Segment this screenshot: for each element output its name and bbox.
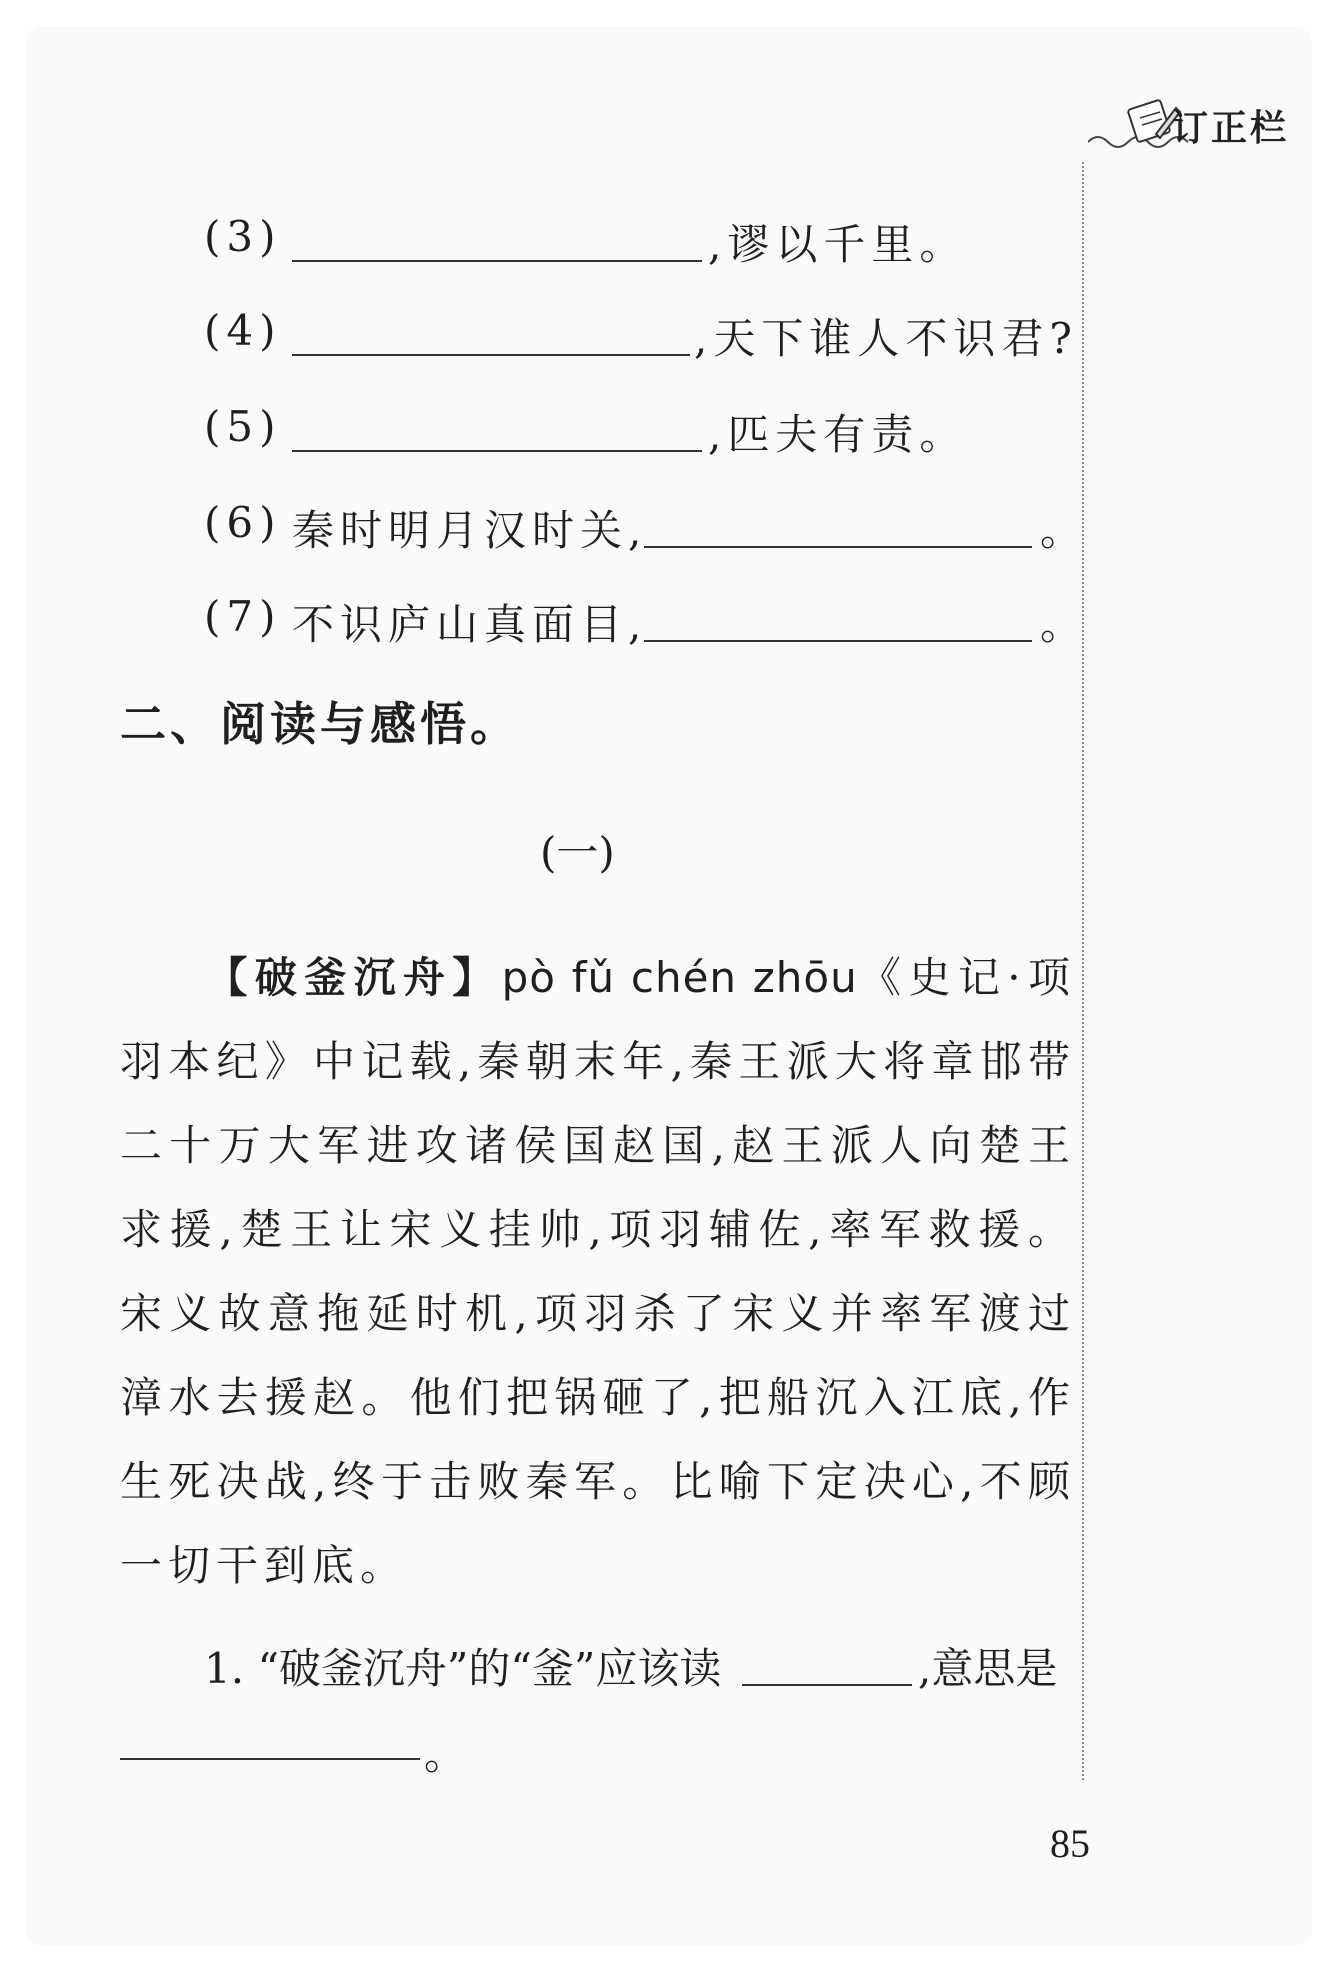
answer-blank[interactable] bbox=[644, 546, 1032, 548]
question-1 bbox=[204, 1636, 1057, 1696]
fill-blank-item-5 bbox=[204, 402, 1084, 462]
item-number: (5) bbox=[204, 402, 282, 451]
fill-blank-item-6 bbox=[204, 498, 1089, 558]
reading-answer-blank[interactable] bbox=[742, 1684, 912, 1686]
verse-text: 不识庐山真面目, bbox=[292, 600, 648, 649]
question-text-before: “破釜沉舟”的“釜”应该读 bbox=[257, 1644, 722, 1693]
section-title: 二、阅读与感悟。 bbox=[120, 697, 520, 751]
verse-text: ,谬以千里。 bbox=[708, 220, 968, 269]
item-number: (3) bbox=[204, 212, 282, 261]
verse-text: ,天下谁人不识君? bbox=[694, 314, 1078, 363]
answer-blank[interactable] bbox=[292, 354, 690, 356]
fill-blank-item-7 bbox=[204, 592, 1089, 652]
answer-blank[interactable] bbox=[292, 450, 702, 452]
meaning-answer-blank[interactable] bbox=[120, 1758, 420, 1760]
verse-text: ,匹夫有责。 bbox=[708, 410, 968, 459]
verse-end: 。 bbox=[1040, 600, 1089, 649]
question-text-after: ,意思是 bbox=[918, 1644, 1058, 1693]
verse-end: 。 bbox=[1040, 506, 1089, 555]
reading-passage bbox=[120, 936, 1076, 1608]
verse-text: 秦时明月汉时关, bbox=[292, 506, 648, 555]
fill-blank-item-4 bbox=[204, 306, 1084, 366]
correction-column-label: 订正栏 bbox=[1172, 108, 1290, 149]
answer-end-mark: 。 bbox=[424, 1730, 467, 1779]
passage-subtitle: (一) bbox=[540, 828, 615, 877]
answer-blank[interactable] bbox=[292, 260, 702, 262]
answer-blank[interactable] bbox=[644, 640, 1032, 642]
page-number: 85 bbox=[1050, 1821, 1090, 1866]
fill-blank-item-3 bbox=[204, 212, 1084, 272]
item-number: (4) bbox=[204, 306, 282, 355]
item-number: (6) bbox=[204, 498, 282, 547]
correction-column-header bbox=[1088, 90, 1318, 160]
idiom-pinyin: pò fǔ chén zhōu bbox=[501, 953, 858, 1002]
idiom-term: 【破釜沉舟】 bbox=[204, 953, 502, 1002]
item-number: (7) bbox=[204, 592, 282, 641]
passage-body: 《史记·项羽本纪》中记载,秦朝末年,秦王派大将章邯带二十万大军进攻诸侯国赵国,赵王派人向楚王求援,楚王让宋义挂帅,项羽辅佐,率军救援。宋义故意拖延时机,项羽杀了宋义并率军渡过漳水去援赵。他们把锅砸了,把船沉入江底,作生死决战,终于击败秦军。比喻下定决心,不顾一切干到底。 bbox=[120, 953, 1076, 1590]
question-number: 1. bbox=[204, 1644, 245, 1693]
